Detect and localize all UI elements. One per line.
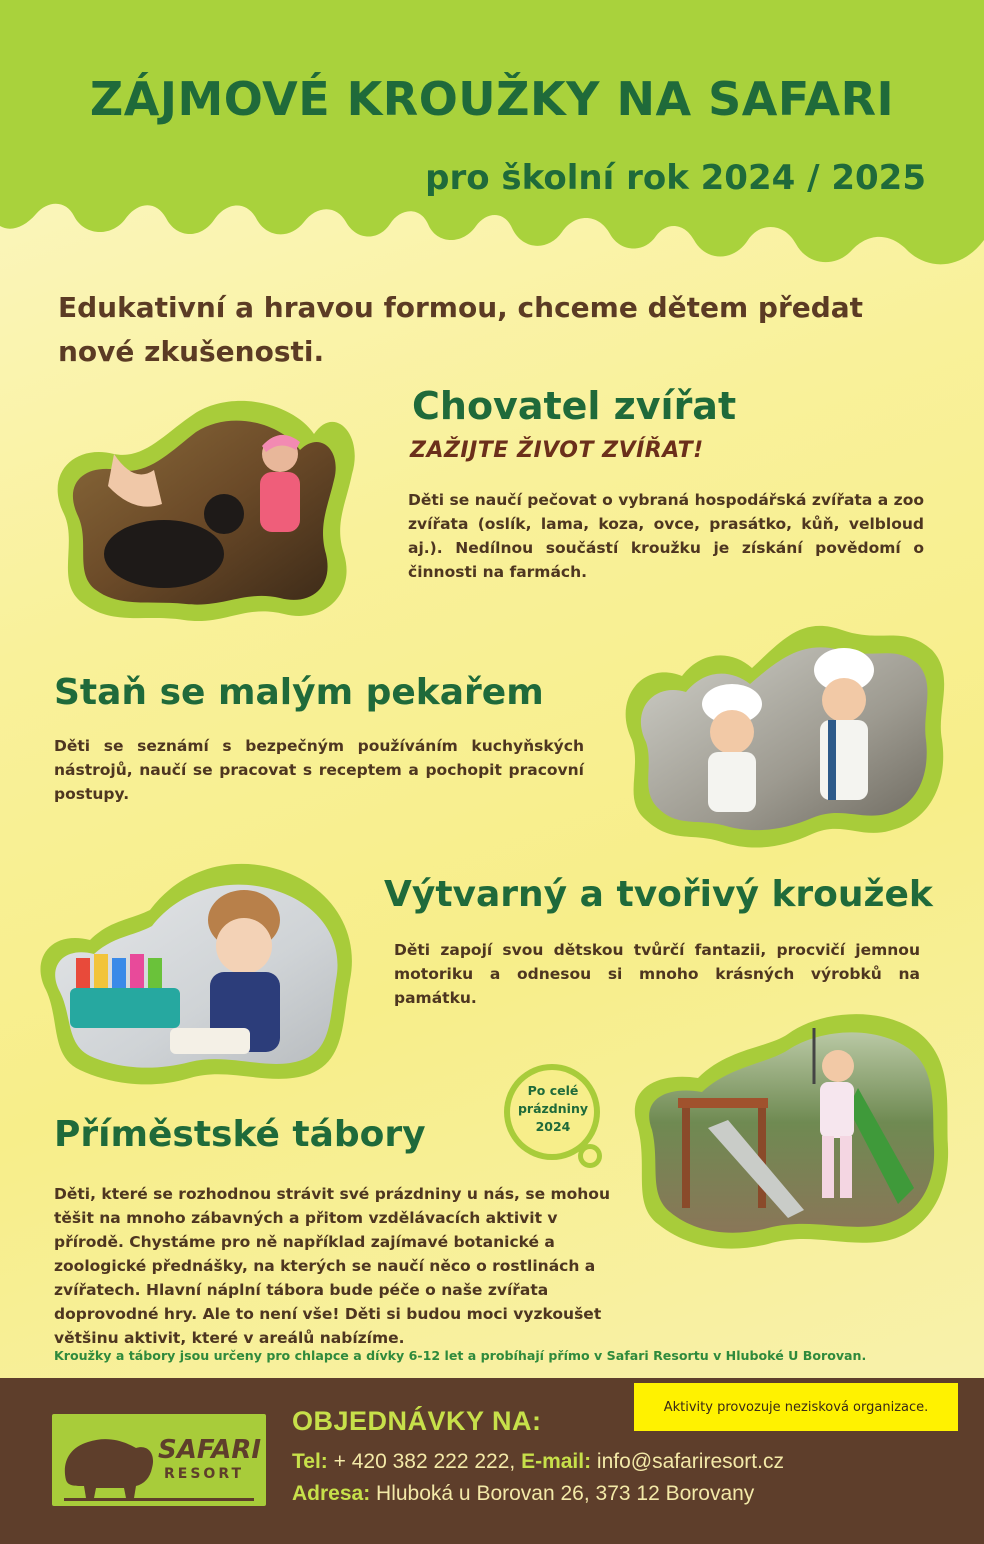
target-group-note: Kroužky a tábory jsou určeny pro chlapce a dívky 6-12 let a probíhají přímo v Safari Resortu v Hluboké U Borovan. bbox=[54, 1348, 867, 1363]
intro-text: Edukativní a hravou formou, chceme dětem předat nové zkušenosti. bbox=[58, 291, 864, 368]
section-text-vytvarny: Děti zapojí svou dětskou tvůrčí fantazii, procvičí jemnou motoriku a odnesou si mnoho krásných výrobků na památku. bbox=[394, 941, 920, 1007]
address-value: Hluboká u Borovan 26, 373 12 Borovany bbox=[376, 1482, 755, 1505]
tel-value[interactable]: + 420 382 222 222, bbox=[333, 1450, 516, 1473]
girl-on-playground-photo bbox=[618, 1008, 954, 1254]
address-label: Adresa: bbox=[292, 1482, 371, 1505]
header-banner-shape bbox=[0, 0, 984, 290]
svg-text:RESORT: RESORT bbox=[164, 1466, 245, 1482]
section-title-pekar: Staň se malým pekařem bbox=[54, 672, 544, 713]
section-title-chovatel: Chovatel zvířat bbox=[412, 384, 737, 428]
badge-line-1: Po celé bbox=[527, 1083, 579, 1098]
summer-badge bbox=[502, 1060, 604, 1170]
bison-logo-icon bbox=[52, 1414, 266, 1506]
section-text-tabory bbox=[54, 1182, 614, 1350]
girl-feeding-calf-photo bbox=[34, 394, 364, 626]
page-subtitle: pro školní rok 2024 / 2025 bbox=[425, 158, 926, 198]
contact-phone-email bbox=[292, 1450, 784, 1474]
safari-resort-logo bbox=[52, 1414, 266, 1506]
badge-line-3: 2024 bbox=[535, 1119, 571, 1134]
badge-line-2: prázdniny bbox=[517, 1101, 588, 1116]
section-text-chovatel: Děti se naučí pečovat o vybraná hospodářská zvířata a zoo zvířata (oslík, lama, koza, ovce, prasátko, kůň, velbloud aj.). Nedílnou součástí kroužku je získání povědomí o činnosti na farmách. bbox=[408, 491, 924, 581]
nonprofit-notice: Aktivity provozuje nezisková organizace. bbox=[634, 1383, 958, 1431]
email-label: E-mail: bbox=[521, 1450, 592, 1473]
email-value[interactable]: info@safariresort.cz bbox=[596, 1450, 784, 1473]
section-title-vytvarny: Výtvarný a tvořivý kroužek bbox=[384, 874, 933, 915]
page-title: ZÁJMOVÉ KROUŽKY NA SAFARI bbox=[89, 72, 895, 126]
section-title-tabory: Příměstské tábory bbox=[54, 1114, 426, 1155]
children-bakers-photo bbox=[612, 620, 952, 852]
section-text-tabory-body: Děti, které se rozhodnou strávit své prázdniny u nás, se mohou těšit na mnoho zábavných a přitom vzdělávacích aktivit v přírodě. Chystáme pro ně například zajímavé botanické a zoologické přednášky, na kterých se naučí něco o rostlinách a zvířatech. Hlavní náplní tábora bude péče o naše zvířata doprovodné hry. Ale to není vše! Děti si budou moci vyzkoušet většinu aktivit, které v areálů nabízíme. bbox=[54, 1185, 610, 1347]
contact-address bbox=[292, 1482, 754, 1506]
orders-heading: OBJEDNÁVKY NA: bbox=[292, 1406, 542, 1436]
section-tagline-chovatel: ZAŽIJTE ŽIVOT ZVÍŘAT! bbox=[410, 438, 704, 463]
tel-label: Tel: bbox=[292, 1450, 328, 1473]
girl-painting-photo bbox=[30, 860, 360, 1086]
svg-text:SAFARI: SAFARI bbox=[158, 1435, 262, 1465]
section-text-pekar: Děti se seznámí s bezpečným používáním kuchyňských nástrojů, naučí se pracovat s receptem a pochopit pracovní postupy. bbox=[54, 737, 584, 803]
